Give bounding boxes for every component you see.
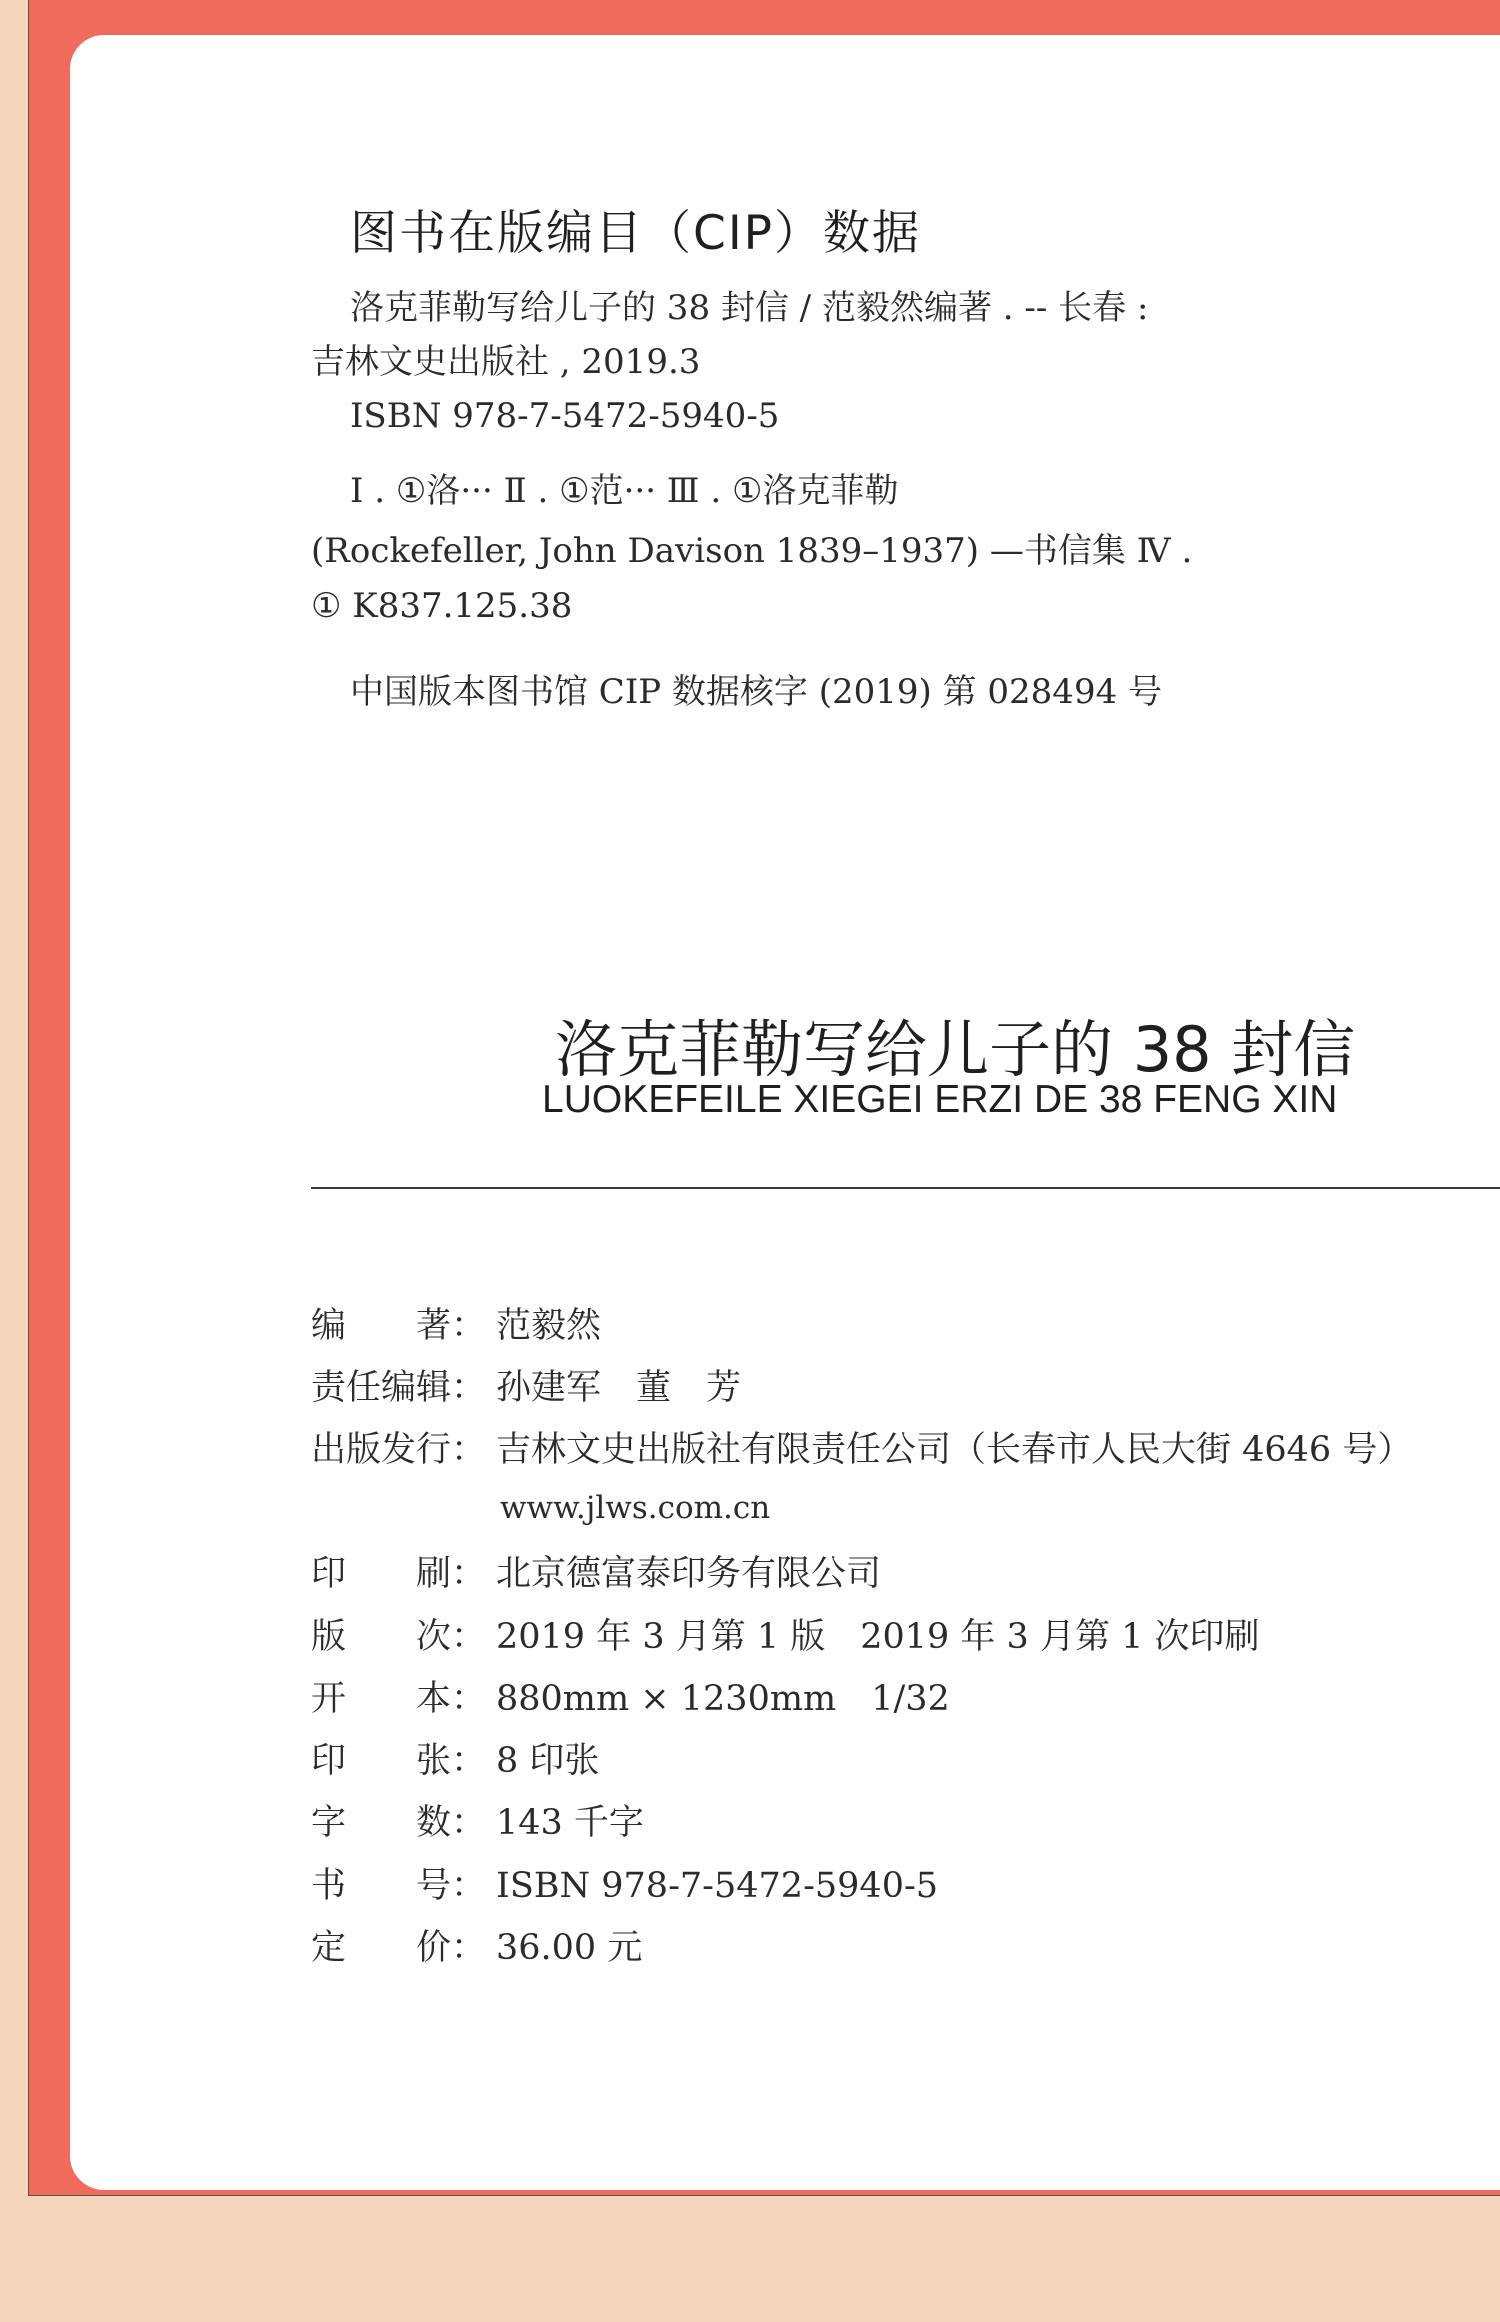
info-format [311, 1671, 950, 1721]
info-editor-label: 责任编辑： [311, 1368, 487, 1408]
info-word-count-label: 字 数： [311, 1803, 487, 1843]
info-isbn-label: 书 号： [311, 1866, 487, 1906]
cip-line-verification: 中国版本图书馆 CIP 数据核字 (2019) 第 028494 号 [350, 672, 1163, 712]
info-editor-value: 孙建军 董 芳 [496, 1368, 742, 1408]
info-printer-value: 北京德富泰印务有限公司 [496, 1554, 882, 1594]
info-edition [311, 1609, 1259, 1659]
info-isbn-value: ISBN 978-7-5472-5940-5 [496, 1866, 939, 1906]
info-publisher-label: 出版发行： [311, 1430, 487, 1470]
info-sheets-label: 印 张： [311, 1741, 487, 1781]
info-author-value: 范毅然 [496, 1306, 602, 1346]
info-price-label: 定 价： [311, 1928, 487, 1968]
info-format-value: 880mm × 1230mm 1/32 [496, 1679, 950, 1719]
info-printer [311, 1546, 881, 1596]
book-title: 洛克菲勒写给儿子的 38 封信 [555, 1013, 1356, 1086]
info-website: www.jlws.com.cn [500, 1490, 771, 1526]
cip-line-title: 洛克菲勒写给儿子的 38 封信 / 范毅然编著 . -- 长春 : [350, 288, 1149, 328]
info-sheets-value: 8 印张 [496, 1741, 600, 1781]
info-publisher-value: 吉林文史出版社有限责任公司（长春市人民大街 4646 号） [496, 1430, 1413, 1470]
info-author [311, 1298, 601, 1348]
info-format-label: 开 本： [311, 1679, 487, 1719]
info-word-count-value: 143 千字 [496, 1803, 644, 1843]
cip-line-classification: Ⅰ . ①洛··· Ⅱ . ①范··· Ⅲ . ①洛克菲勒 [350, 471, 899, 511]
divider-rule [311, 1187, 1500, 1189]
cip-line-subject: (Rockefeller, John Davison 1839–1937) —书信集 Ⅳ . [311, 531, 1193, 571]
info-price-value: 36.00 元 [496, 1928, 643, 1968]
info-printer-label: 印 刷： [311, 1554, 487, 1594]
info-edition-value: 2019 年 3 月第 1 版 2019 年 3 月第 1 次印刷 [496, 1617, 1260, 1657]
info-author-label: 编 著： [311, 1306, 487, 1346]
info-isbn [311, 1858, 938, 1908]
book-title-pinyin: LUOKEFEILE XIEGEI ERZI DE 38 FENG XIN [542, 1078, 1338, 1121]
info-sheets [311, 1733, 599, 1783]
info-publisher [311, 1422, 1412, 1472]
info-price [311, 1920, 642, 1970]
info-word-count [311, 1795, 644, 1845]
info-editor [311, 1360, 741, 1410]
cip-line-publisher: 吉林文史出版社 , 2019.3 [311, 342, 701, 382]
info-edition-label: 版 次： [311, 1617, 487, 1657]
cip-line-call-number: ① K837.125.38 [311, 586, 573, 626]
cip-heading: 图书在版编目（CIP）数据 [350, 206, 922, 261]
cip-line-isbn: ISBN 978-7-5472-5940-5 [350, 396, 780, 436]
